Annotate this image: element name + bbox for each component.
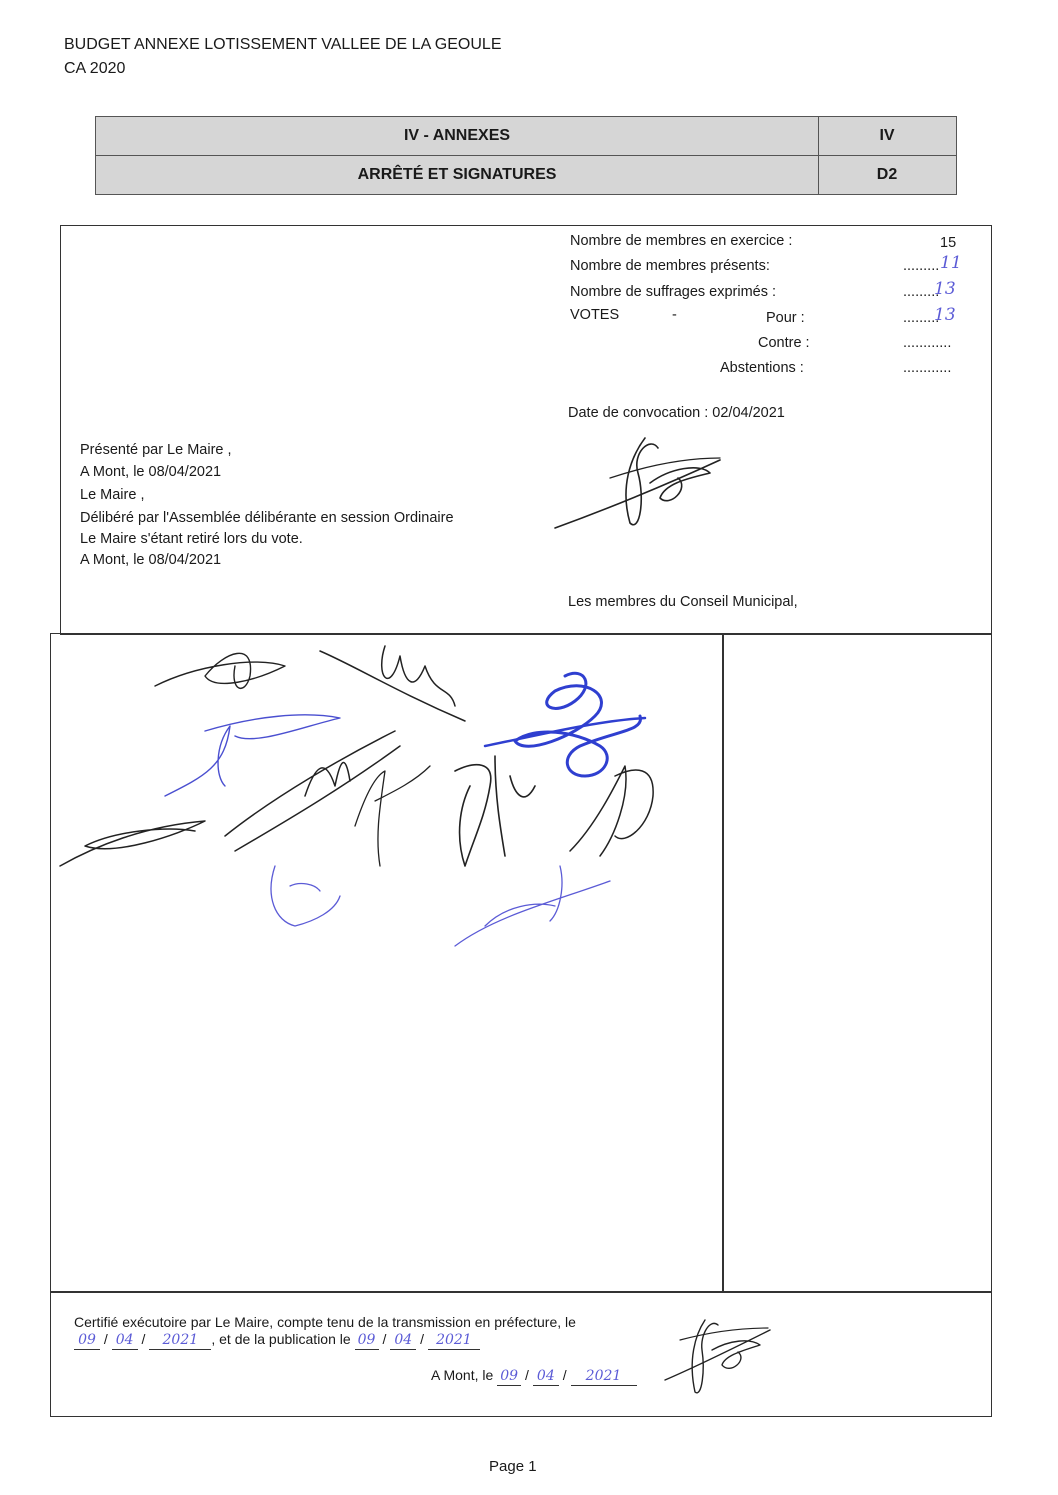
against-dots: ............	[903, 335, 952, 351]
section-label: ARRÊTÉ ET SIGNATURES	[96, 156, 819, 194]
deliberation-session: Délibéré par l'Assemblée délibérante en session Ordinaire	[80, 510, 454, 526]
transmission-month: 04	[112, 1331, 138, 1350]
votes-cast-dots: .........	[903, 284, 940, 300]
deliberation-place-date: A Mont, le 08/04/2021	[80, 552, 222, 568]
certification-place-date: A Mont, le 09 / 04 / 2021	[431, 1366, 637, 1386]
members-in-office-value: 15	[940, 235, 957, 251]
place-month: 04	[533, 1367, 559, 1386]
publication-year: 2021	[428, 1331, 480, 1350]
deliberation-box	[60, 225, 992, 635]
place-year: 2021	[571, 1367, 637, 1386]
document-subtitle: CA 2020	[64, 60, 126, 77]
section-bar-annexes	[95, 116, 957, 156]
members-in-office-label: Nombre de membres en exercice :	[570, 233, 793, 249]
presentation-place-date: A Mont, le 08/04/2021	[80, 464, 222, 480]
mayor-withdrawal-note: Le Maire s'étant retiré lors du vote.	[80, 531, 303, 547]
publication-label: , et de la publication le	[211, 1331, 351, 1347]
publication-month: 04	[390, 1331, 416, 1350]
votes-cast-label: Nombre de suffrages exprimés :	[570, 284, 777, 300]
council-signatures	[55, 636, 715, 956]
abstentions-dots: ............	[903, 360, 952, 376]
for-value: 13	[934, 305, 956, 325]
mayor-signature	[550, 428, 730, 538]
for-label: Pour :	[766, 310, 805, 326]
convocation-date: Date de convocation : 02/04/2021	[568, 405, 785, 421]
section-bar-signatures	[95, 155, 957, 195]
members-present-dots: .........	[903, 258, 940, 274]
members-present-value: 11	[940, 253, 962, 273]
votes-label: VOTES	[570, 307, 620, 323]
council-members-label: Les membres du Conseil Municipal,	[568, 594, 798, 610]
mayor-label: Le Maire ,	[80, 487, 145, 503]
transmission-day: 09	[74, 1331, 100, 1350]
certification-line: Certifié exécutoire par Le Maire, compte tenu de la transmission en préfecture, le	[74, 1314, 576, 1330]
votes-dash: -	[672, 307, 677, 323]
abstentions-label: Abstentions :	[720, 360, 804, 376]
section-code: D2	[876, 166, 898, 183]
place-day: 09	[497, 1367, 521, 1386]
members-present-label: Nombre de membres présents:	[570, 258, 770, 274]
publication-day: 09	[355, 1331, 379, 1350]
against-label: Contre :	[758, 335, 810, 351]
page-number: Page 1	[489, 1458, 537, 1475]
section-label: IV - ANNEXES	[96, 117, 819, 155]
presented-by: Présenté par Le Maire ,	[80, 442, 232, 458]
for-dots: .........	[903, 310, 940, 326]
section-code: IV	[879, 127, 895, 144]
document-title: BUDGET ANNEXE LOTISSEMENT VALLEE DE LA GEOULE	[64, 36, 502, 53]
certification-signature	[660, 1310, 780, 1400]
signatures-divider	[722, 634, 724, 1292]
transmission-year: 2021	[149, 1331, 211, 1350]
certification-box	[50, 1291, 992, 1417]
place-label: A Mont, le	[431, 1367, 494, 1383]
votes-cast-value: 13	[934, 279, 956, 299]
transmission-date: 09 / 04 / 2021 , et de la publication le 09 / 04 / 2021	[74, 1330, 480, 1350]
